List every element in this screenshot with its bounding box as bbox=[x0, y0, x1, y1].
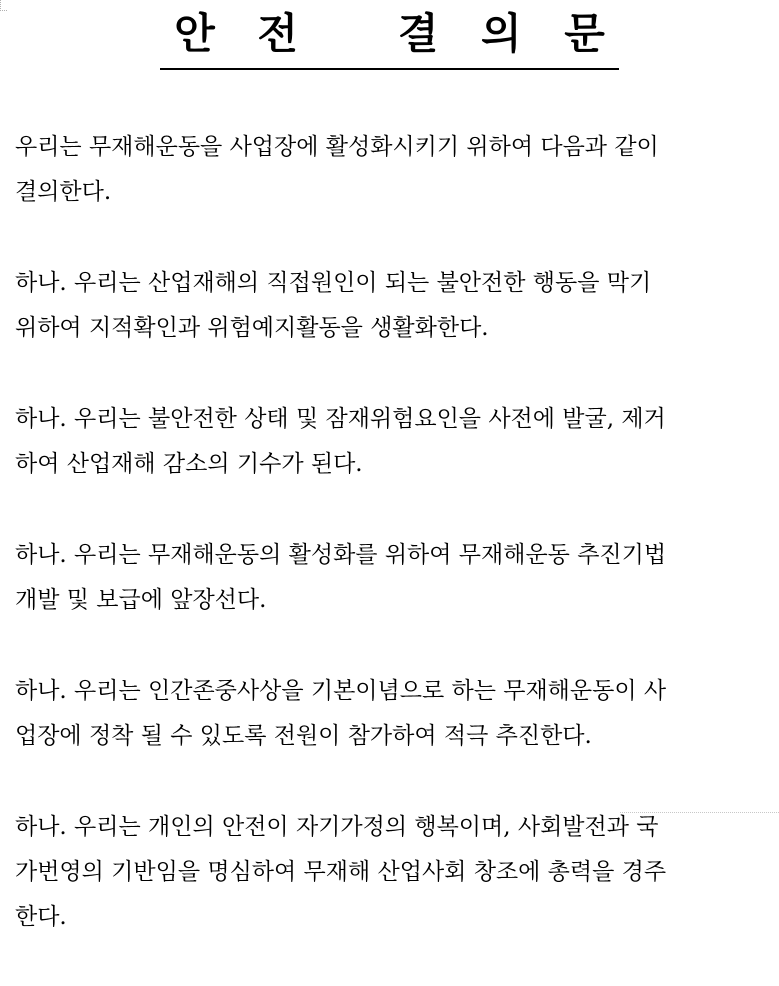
paragraph-line: 하나. 우리는 인간존중사상을 기본이념으로 하는 무재해운동이 사 bbox=[15, 678, 667, 704]
document-title-text: 안 전 결 의 문 bbox=[160, 2, 619, 70]
paragraph-line: 하나. 우리는 개인의 안전이 자기가정의 행복이며, 사회발전과 국 bbox=[15, 814, 659, 840]
paragraph-line: 하나. 우리는 불안전한 상태 및 잠재위험요인을 사전에 발굴, 제거 bbox=[15, 406, 666, 432]
paragraph-line: 업장에 정착 될 수 있도록 전원이 참가하여 적극 추진한다. bbox=[15, 723, 592, 749]
paragraph-line: 하나. 우리는 무재해운동의 활성화를 위하여 무재해운동 추진기법 bbox=[15, 542, 667, 568]
paragraph-line: 하나. 우리는 산업재해의 직접원인이 되는 불안전한 행동을 막기 bbox=[15, 270, 652, 296]
paragraph-line: 결의한다. bbox=[15, 179, 112, 205]
paragraph-resolution-3 bbox=[15, 533, 775, 623]
paragraph-line: 가번영의 기반임을 명심하여 무재해 산업사회 창조에 총력을 경주 bbox=[15, 859, 667, 885]
document-title bbox=[0, 2, 779, 70]
paragraph-resolution-2 bbox=[15, 397, 775, 487]
page-edge-mark bbox=[620, 812, 779, 813]
paragraph-resolution-5 bbox=[15, 805, 775, 940]
paragraph-line: 한다. bbox=[15, 904, 67, 930]
document-body bbox=[15, 125, 775, 986]
paragraph-resolution-4 bbox=[15, 669, 775, 759]
paragraph-resolution-1 bbox=[15, 261, 775, 351]
paragraph-line: 우리는 무재해운동을 사업장에 활성화시키기 위하여 다음과 같이 bbox=[15, 134, 659, 160]
paragraph-intro bbox=[15, 125, 775, 215]
paragraph-line: 하여 산업재해 감소의 기수가 된다. bbox=[15, 451, 363, 477]
paragraph-line: 개발 및 보급에 앞장선다. bbox=[15, 587, 267, 613]
paragraph-line: 위하여 지적확인과 위험예지활동을 생활화한다. bbox=[15, 315, 489, 341]
